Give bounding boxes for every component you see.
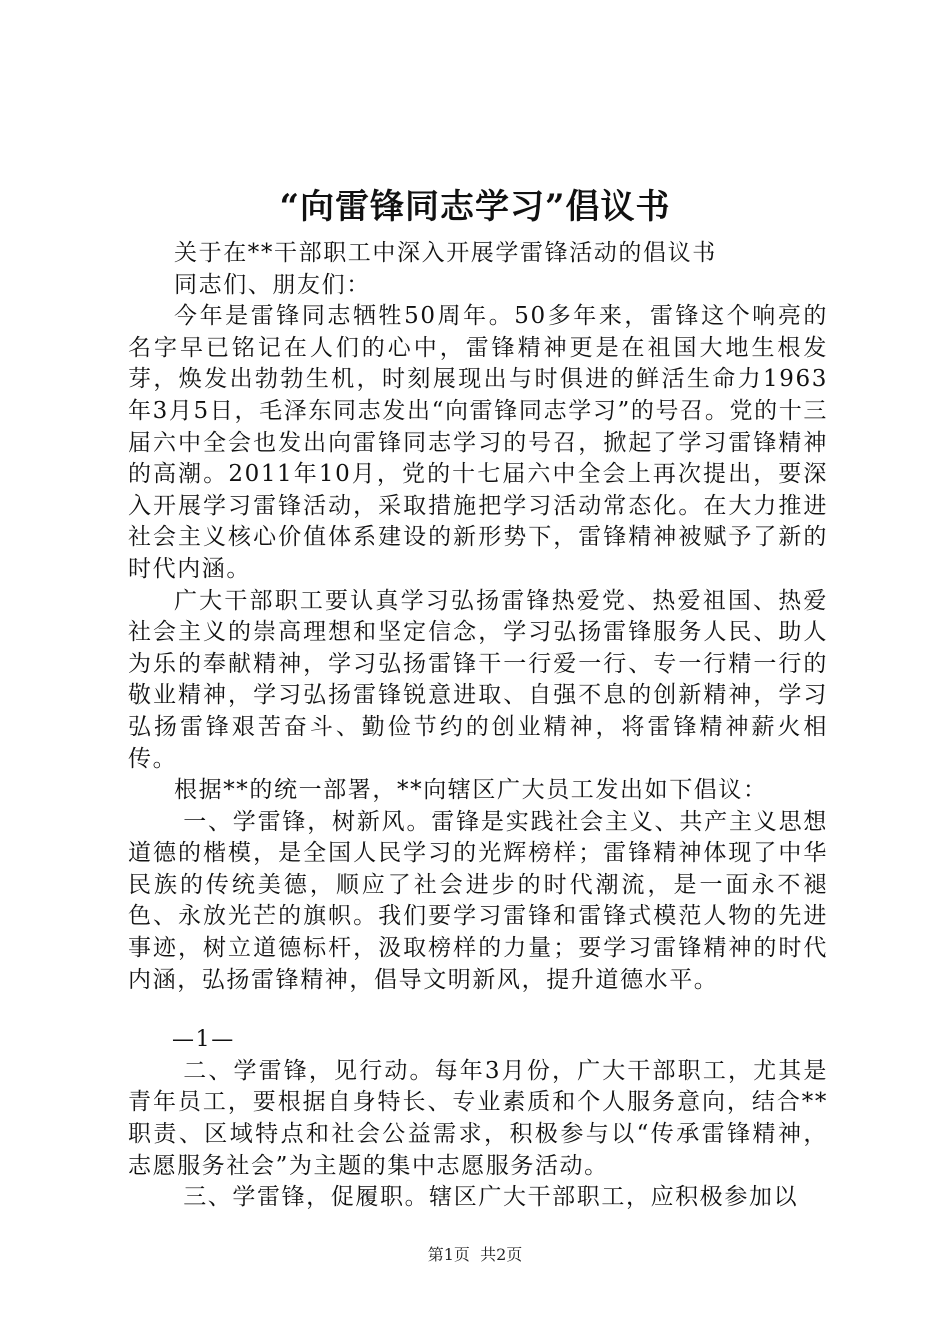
paragraph-proposal-1: 一、学雷锋，树新风。雷锋是实践社会主义、共产主义思想道德的楷模，是全国人民学习的光辉榜样；雷锋精神体现了中华民族的传统美德，顺应了社会进步的时代潮流，是一面永不褪色、永放光芒的旗帜。我们要学习雷锋和雷锋式模范人物的先进事迹，树立道德标杆，汲取榜样的力量；要学习雷锋精神的时代内涵，弘扬雷锋精神，倡导文明新风，提升道德水平。 bbox=[128, 808, 828, 993]
page-marker: —1— bbox=[172, 1027, 235, 1053]
page-footer: 第1页 共2页 bbox=[427, 1245, 523, 1264]
paragraph-study: 广大干部职工要认真学习弘扬雷锋热爱党、热爱祖国、热爱社会主义的崇高理想和坚定信念，学习弘扬雷锋服务人民、助人为乐的奉献精神，学习弘扬雷锋干一行爱一行、专一行精一行的敬业精神，学习弘扬雷锋锐意进取、自强不息的创新精神，学习弘扬雷锋艰苦奋斗、勤俭节约的创业精神，将雷锋精神薪火相传。 bbox=[128, 587, 828, 772]
paragraph-intro: 今年是雷锋同志牺牲50周年。50多年来，雷锋这个响亮的名字早已铭记在人们的心中，雷锋精神更是在祖国大地生根发芽，焕发出勃勃生机，时刻展现出与时俱进的鲜活生命力1963年3月5日，毛泽东同志发出“向雷锋同志学习”的号召。党的十三届六中全会也发出向雷锋同志学习的号召，掀起了学习雷锋精神的高潮。2011年10月，党的十七届六中全会上再次提出，要深入开展学习雷锋活动，采取措施把学习活动常态化。在大力推进社会主义核心价值体系建设的新形势下，雷锋精神被赋予了新的时代内涵。 bbox=[128, 303, 828, 582]
salutation: 同志们、朋友们： bbox=[174, 271, 371, 298]
paragraph-proposal-3: 三、学雷锋，促履职。辖区广大干部职工，应积极参加以 bbox=[183, 1184, 799, 1211]
document-body bbox=[128, 238, 828, 1214]
paragraph-proposal-2: 二、学雷锋，见行动。每年3月份，广大干部职工，尤其是青年员工，要根据自身特长、专业素质和个人服务意向，结合**职责、区域特点和社会公益需求，积极参与以“传承雷锋精神，志愿服务社会”为主题的集中志愿服务活动。 bbox=[128, 1057, 828, 1179]
subtitle-line: 关于在**干部职工中深入开展学雷锋活动的倡议书 bbox=[174, 240, 717, 266]
paragraph-proposal-lead: 根据**的统一部署，**向辖区广大员工发出如下倡议： bbox=[174, 777, 768, 804]
document-title: “向雷锋同志学习”倡议书 bbox=[279, 187, 671, 227]
section-gap bbox=[128, 996, 828, 1024]
